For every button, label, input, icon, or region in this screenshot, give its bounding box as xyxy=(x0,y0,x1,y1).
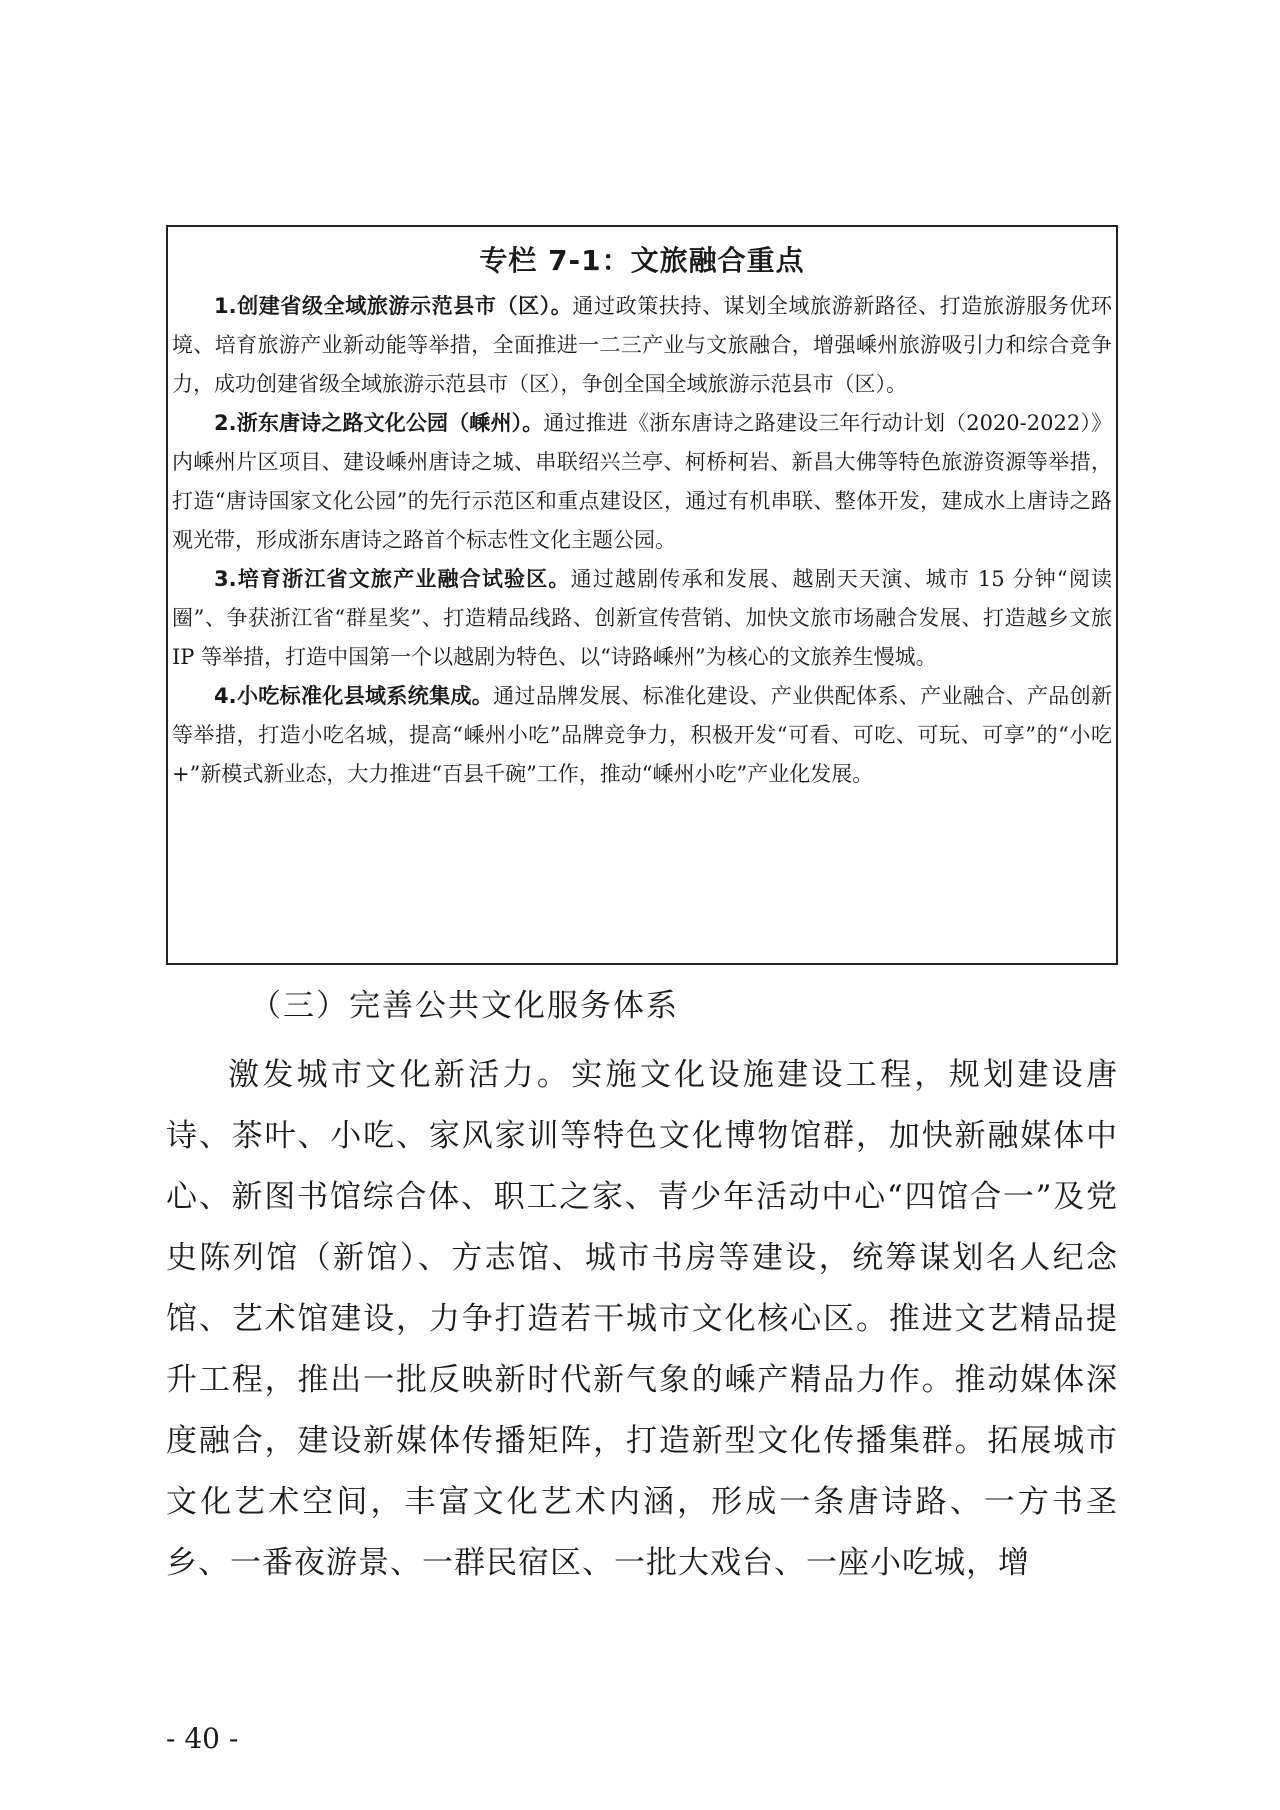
section-body-paragraph: 激发城市文化新活力。实施文化设施建设工程，规划建设唐诗、茶叶、小吃、家风家训等特色文化博物馆群，加快新融媒体中心、新图书馆综合体、职工之家、青少年活动中心“四馆合一”及党史陈列馆（新馆）、方志馆、城市书房等建设，统筹谋划名人纪念馆、艺术馆建设，力争打造若干城市文化核心区。推进文艺精品提升工程，推出一批反映新时代新气象的嵊产精品力作。推动媒体深度融合，建设新媒体传播矩阵，打造新型文化传播集群。拓展城市文化艺术空间，丰富文化艺术内涵，形成一条唐诗路、一方书圣乡、一番夜游景、一群民宿区、一批大戏台、一座小吃城，增 xyxy=(166,1057,1118,1581)
feature-item-1-text: 通过政策扶持、谋划全域旅游新路径、打造旅游服务优环境、培育旅游产业新动能等举措，全面推进一二三产业与文旅融合，增强嵊州旅游吸引力和综合竞争力，成功创建省级全域旅游示范县市（区），争创全国全域旅游示范县市（区）。 xyxy=(172,294,1112,396)
feature-column-title: 专栏 7-1：文旅融合重点 xyxy=(479,244,805,277)
feature-item-2-lead: 2.浙东唐诗之路文化公园（嵊州）。 xyxy=(214,411,544,435)
feature-item-3-lead: 3.培育浙江省文旅产业融合试验区。 xyxy=(214,567,571,591)
feature-item-1-lead: 1.创建省级全域旅游示范县市（区）。 xyxy=(214,294,573,318)
feature-item-4 xyxy=(172,677,1112,794)
feature-item-2-text: 通过推进《浙东唐诗之路建设三年行动计划（2020-2022）》内嵊州片区项目、建设嵊州唐诗之城、串联绍兴兰亭、柯桥柯岩、新昌大佛等特色旅游资源等举措，打造“唐诗国家文化公园”的先行示范区和重点建设区，通过有机串联、整体开发，建成水上唐诗之路观光带，形成浙东唐诗之路首个标志性文化主题公园。 xyxy=(172,411,1112,552)
feature-item-3-text: 通过越剧传承和发展、越剧天天演、城市 15 分钟“阅读圈”、争获浙江省“群星奖”、打造精品线路、创新宣传营销、加快文旅市场融合发展、打造越乡文旅 IP 等举措，打造中国第一个以越剧为特色、以“诗路嵊州”为核心的文旅养生慢城。 xyxy=(172,567,1113,669)
feature-item-3 xyxy=(172,560,1112,677)
feature-item-4-lead: 4.小吃标准化县域系统集成。 xyxy=(214,684,494,708)
feature-item-4-text: 通过品牌发展、标准化建设、产业供配体系、产业融合、产品创新等举措，打造小吃名城，提高“嵊州小吃”品牌竞争力，积极开发“可看、可吃、可玩、可享”的“小吃+”新模式新业态，大力推进“百县千碗”工作，推动“嵊州小吃”产业化发展。 xyxy=(172,684,1112,786)
section-heading: （三）完善公共文化服务体系 xyxy=(250,988,679,1024)
page-number: - 40 - xyxy=(166,1722,239,1755)
feature-item-1 xyxy=(172,287,1112,404)
feature-item-2 xyxy=(172,404,1112,560)
feature-column-box xyxy=(166,225,1118,965)
